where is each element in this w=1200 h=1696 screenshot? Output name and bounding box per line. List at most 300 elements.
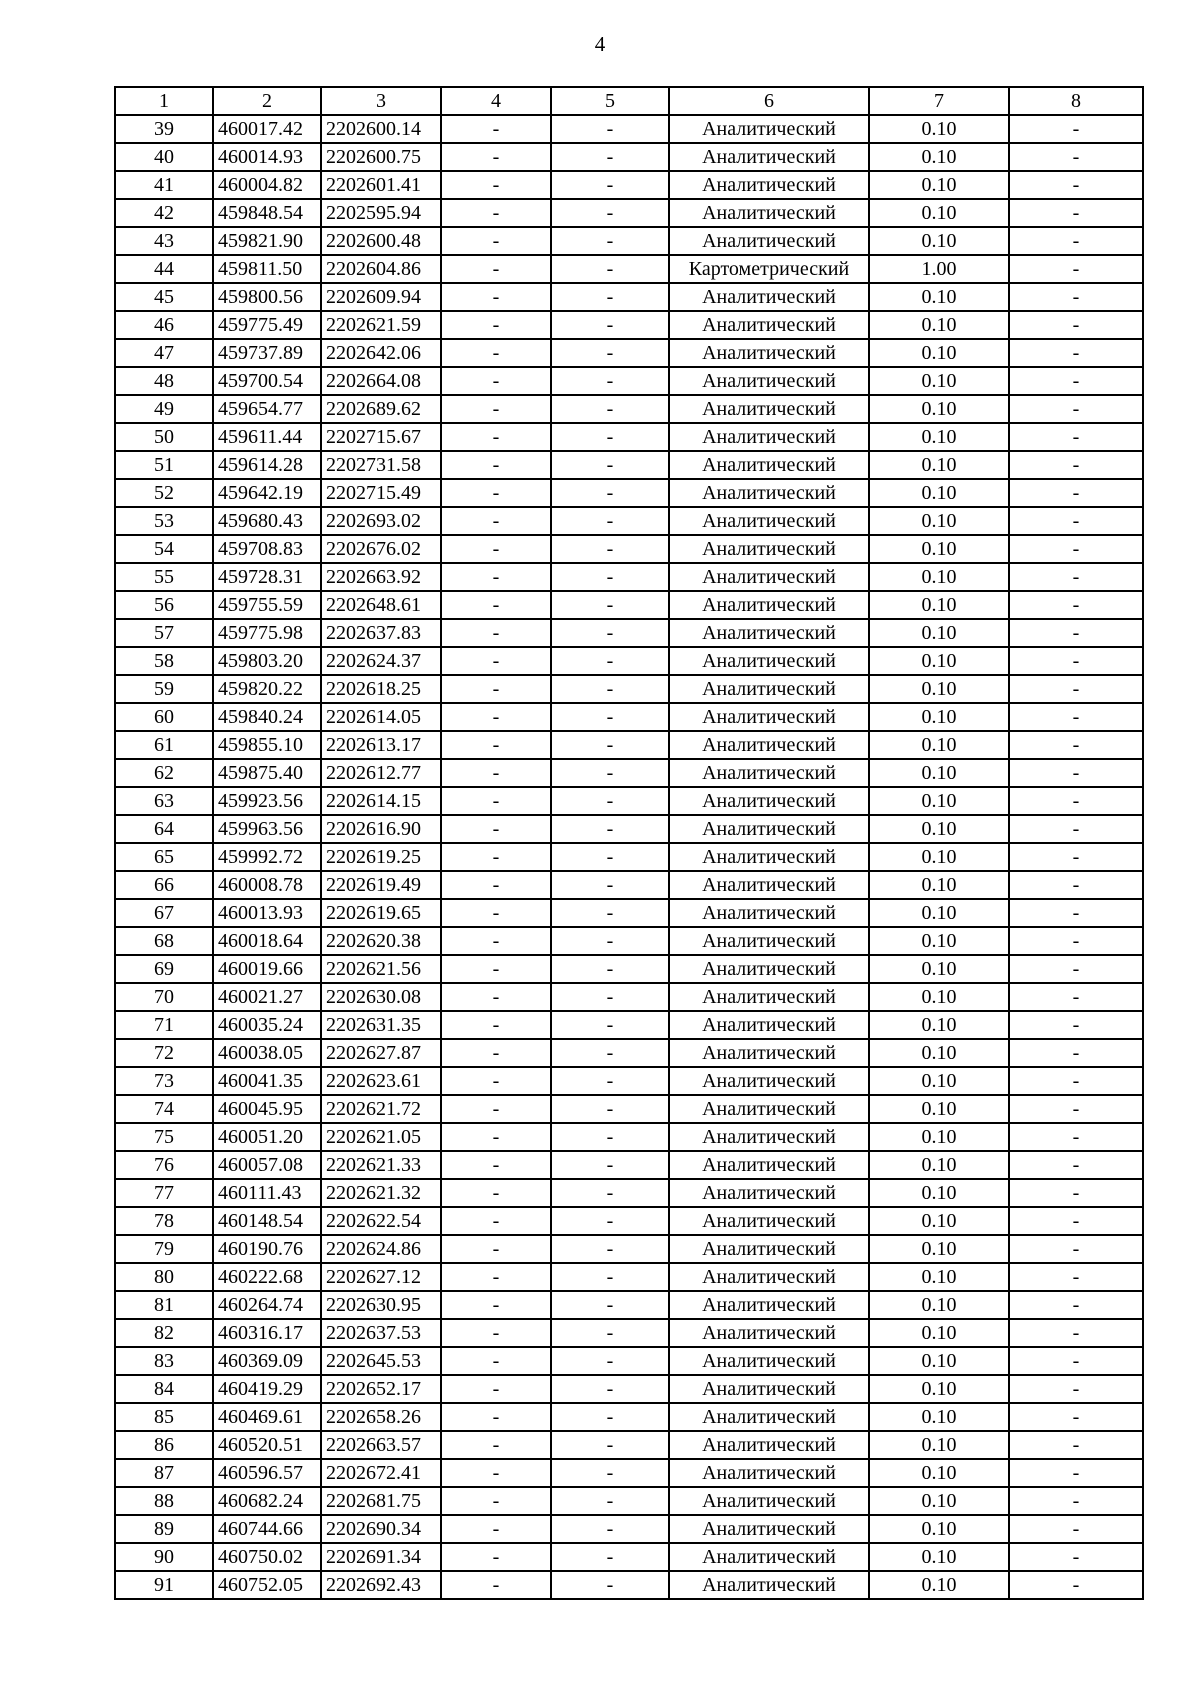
table-row (115, 1179, 1143, 1207)
point-number-cell: 85 (115, 1403, 213, 1431)
x-coordinate-cell: 460051.20 (213, 1123, 321, 1151)
y-coordinate-cell: 2202624.37 (321, 647, 441, 675)
y-coordinate-cell: 2202642.06 (321, 339, 441, 367)
x-coordinate-cell: 459840.24 (213, 703, 321, 731)
x-coordinate-cell: 459614.28 (213, 451, 321, 479)
method-cell: Аналитический (669, 479, 869, 507)
y-coordinate-cell: 2202715.49 (321, 479, 441, 507)
accuracy-cell: 0.10 (869, 1431, 1009, 1459)
table-row (115, 143, 1143, 171)
column-5-cell: - (551, 871, 669, 899)
point-number-cell: 83 (115, 1347, 213, 1375)
column-8-cell: - (1009, 787, 1143, 815)
column-8-cell: - (1009, 1571, 1143, 1599)
column-5-cell: - (551, 1123, 669, 1151)
point-number-cell: 60 (115, 703, 213, 731)
column-4-cell: - (441, 1011, 551, 1039)
method-cell: Аналитический (669, 927, 869, 955)
point-number-cell: 53 (115, 507, 213, 535)
y-coordinate-cell: 2202630.95 (321, 1291, 441, 1319)
column-8-cell: - (1009, 1459, 1143, 1487)
x-coordinate-cell: 460008.78 (213, 871, 321, 899)
table-row (115, 1011, 1143, 1039)
point-number-cell: 69 (115, 955, 213, 983)
column-4-cell: - (441, 899, 551, 927)
column-8-cell: - (1009, 1179, 1143, 1207)
x-coordinate-cell: 460469.61 (213, 1403, 321, 1431)
point-number-cell: 52 (115, 479, 213, 507)
column-5-cell: - (551, 703, 669, 731)
x-coordinate-cell: 459963.56 (213, 815, 321, 843)
table-row (115, 815, 1143, 843)
accuracy-cell: 0.10 (869, 1151, 1009, 1179)
column-5-cell: - (551, 1207, 669, 1235)
table-row (115, 1403, 1143, 1431)
column-4-cell: - (441, 1347, 551, 1375)
y-coordinate-cell: 2202663.57 (321, 1431, 441, 1459)
method-cell: Аналитический (669, 171, 869, 199)
column-5-cell: - (551, 171, 669, 199)
x-coordinate-cell: 459811.50 (213, 255, 321, 283)
column-4-cell: - (441, 1039, 551, 1067)
table-row (115, 843, 1143, 871)
point-number-cell: 51 (115, 451, 213, 479)
point-number-cell: 40 (115, 143, 213, 171)
column-5-cell: - (551, 507, 669, 535)
method-cell: Аналитический (669, 535, 869, 563)
accuracy-cell: 0.10 (869, 199, 1009, 227)
table-row (115, 871, 1143, 899)
column-8-cell: - (1009, 591, 1143, 619)
column-4-cell: - (441, 199, 551, 227)
column-8-cell: - (1009, 1375, 1143, 1403)
column-8-cell: - (1009, 983, 1143, 1011)
point-number-cell: 58 (115, 647, 213, 675)
column-5-cell: - (551, 675, 669, 703)
coordinates-table (114, 86, 1144, 1600)
accuracy-cell: 0.10 (869, 927, 1009, 955)
column-4-cell: - (441, 647, 551, 675)
point-number-cell: 78 (115, 1207, 213, 1235)
column-8-cell: - (1009, 283, 1143, 311)
method-cell: Аналитический (669, 983, 869, 1011)
column-4-cell: - (441, 1403, 551, 1431)
accuracy-cell: 1.00 (869, 255, 1009, 283)
y-coordinate-cell: 2202652.17 (321, 1375, 441, 1403)
table-row (115, 1515, 1143, 1543)
x-coordinate-cell: 460018.64 (213, 927, 321, 955)
accuracy-cell: 0.10 (869, 1263, 1009, 1291)
column-4-cell: - (441, 759, 551, 787)
table-row (115, 675, 1143, 703)
y-coordinate-cell: 2202600.48 (321, 227, 441, 255)
column-8-cell: - (1009, 1263, 1143, 1291)
method-cell: Аналитический (669, 647, 869, 675)
column-8-cell: - (1009, 479, 1143, 507)
x-coordinate-cell: 460222.68 (213, 1263, 321, 1291)
column-4-cell: - (441, 1459, 551, 1487)
point-number-cell: 63 (115, 787, 213, 815)
column-4-cell: - (441, 1375, 551, 1403)
column-5-cell: - (551, 1179, 669, 1207)
method-cell: Аналитический (669, 787, 869, 815)
point-number-cell: 59 (115, 675, 213, 703)
accuracy-cell: 0.10 (869, 1011, 1009, 1039)
column-header: 1 (115, 87, 213, 115)
y-coordinate-cell: 2202681.75 (321, 1487, 441, 1515)
column-4-cell: - (441, 311, 551, 339)
x-coordinate-cell: 459800.56 (213, 283, 321, 311)
point-number-cell: 89 (115, 1515, 213, 1543)
method-cell: Аналитический (669, 143, 869, 171)
column-4-cell: - (441, 507, 551, 535)
y-coordinate-cell: 2202693.02 (321, 507, 441, 535)
x-coordinate-cell: 460041.35 (213, 1067, 321, 1095)
column-4-cell: - (441, 675, 551, 703)
column-8-cell: - (1009, 1095, 1143, 1123)
point-number-cell: 87 (115, 1459, 213, 1487)
column-4-cell: - (441, 563, 551, 591)
method-cell: Аналитический (669, 843, 869, 871)
table-row (115, 1543, 1143, 1571)
method-cell: Аналитический (669, 451, 869, 479)
column-8-cell: - (1009, 955, 1143, 983)
column-8-cell: - (1009, 199, 1143, 227)
y-coordinate-cell: 2202627.12 (321, 1263, 441, 1291)
point-number-cell: 79 (115, 1235, 213, 1263)
accuracy-cell: 0.10 (869, 143, 1009, 171)
column-4-cell: - (441, 115, 551, 143)
table-row (115, 619, 1143, 647)
point-number-cell: 46 (115, 311, 213, 339)
table-row (115, 423, 1143, 451)
accuracy-cell: 0.10 (869, 647, 1009, 675)
column-header: 6 (669, 87, 869, 115)
table-row (115, 1123, 1143, 1151)
point-number-cell: 86 (115, 1431, 213, 1459)
table-row (115, 507, 1143, 535)
method-cell: Аналитический (669, 1347, 869, 1375)
y-coordinate-cell: 2202648.61 (321, 591, 441, 619)
column-5-cell: - (551, 1319, 669, 1347)
accuracy-cell: 0.10 (869, 1347, 1009, 1375)
column-5-cell: - (551, 927, 669, 955)
accuracy-cell: 0.10 (869, 1319, 1009, 1347)
column-8-cell: - (1009, 535, 1143, 563)
column-header: 3 (321, 87, 441, 115)
point-number-cell: 66 (115, 871, 213, 899)
x-coordinate-cell: 460752.05 (213, 1571, 321, 1599)
x-coordinate-cell: 459700.54 (213, 367, 321, 395)
table-row (115, 255, 1143, 283)
x-coordinate-cell: 459654.77 (213, 395, 321, 423)
method-cell: Аналитический (669, 283, 869, 311)
column-5-cell: - (551, 1151, 669, 1179)
column-8-cell: - (1009, 311, 1143, 339)
table-row (115, 115, 1143, 143)
table-body (115, 115, 1143, 1599)
x-coordinate-cell: 459821.90 (213, 227, 321, 255)
x-coordinate-cell: 460744.66 (213, 1515, 321, 1543)
column-8-cell: - (1009, 451, 1143, 479)
point-number-cell: 73 (115, 1067, 213, 1095)
y-coordinate-cell: 2202619.49 (321, 871, 441, 899)
column-5-cell: - (551, 1291, 669, 1319)
column-8-cell: - (1009, 1011, 1143, 1039)
x-coordinate-cell: 459755.59 (213, 591, 321, 619)
table-row (115, 983, 1143, 1011)
method-cell: Аналитический (669, 227, 869, 255)
column-8-cell: - (1009, 423, 1143, 451)
table-row (115, 1459, 1143, 1487)
accuracy-cell: 0.10 (869, 591, 1009, 619)
column-header: 8 (1009, 87, 1143, 115)
accuracy-cell: 0.10 (869, 115, 1009, 143)
column-5-cell: - (551, 479, 669, 507)
column-4-cell: - (441, 1515, 551, 1543)
point-number-cell: 54 (115, 535, 213, 563)
column-8-cell: - (1009, 871, 1143, 899)
point-number-cell: 67 (115, 899, 213, 927)
x-coordinate-cell: 459642.19 (213, 479, 321, 507)
y-coordinate-cell: 2202616.90 (321, 815, 441, 843)
table-row (115, 1431, 1143, 1459)
y-coordinate-cell: 2202621.33 (321, 1151, 441, 1179)
accuracy-cell: 0.10 (869, 1039, 1009, 1067)
point-number-cell: 91 (115, 1571, 213, 1599)
accuracy-cell: 0.10 (869, 703, 1009, 731)
column-4-cell: - (441, 1179, 551, 1207)
x-coordinate-cell: 460596.57 (213, 1459, 321, 1487)
column-8-cell: - (1009, 367, 1143, 395)
accuracy-cell: 0.10 (869, 171, 1009, 199)
method-cell: Аналитический (669, 1123, 869, 1151)
method-cell: Аналитический (669, 871, 869, 899)
column-4-cell: - (441, 1487, 551, 1515)
accuracy-cell: 0.10 (869, 899, 1009, 927)
accuracy-cell: 0.10 (869, 1375, 1009, 1403)
table-row (115, 703, 1143, 731)
y-coordinate-cell: 2202609.94 (321, 283, 441, 311)
y-coordinate-cell: 2202614.05 (321, 703, 441, 731)
column-8-cell: - (1009, 703, 1143, 731)
point-number-cell: 42 (115, 199, 213, 227)
method-cell: Аналитический (669, 507, 869, 535)
accuracy-cell: 0.10 (869, 1067, 1009, 1095)
accuracy-cell: 0.10 (869, 1095, 1009, 1123)
column-4-cell: - (441, 703, 551, 731)
accuracy-cell: 0.10 (869, 1403, 1009, 1431)
column-8-cell: - (1009, 1347, 1143, 1375)
point-number-cell: 48 (115, 367, 213, 395)
accuracy-cell: 0.10 (869, 1571, 1009, 1599)
table-row (115, 1263, 1143, 1291)
column-4-cell: - (441, 927, 551, 955)
accuracy-cell: 0.10 (869, 983, 1009, 1011)
method-cell: Аналитический (669, 1571, 869, 1599)
table-row (115, 479, 1143, 507)
x-coordinate-cell: 460021.27 (213, 983, 321, 1011)
method-cell: Аналитический (669, 1095, 869, 1123)
column-8-cell: - (1009, 731, 1143, 759)
method-cell: Аналитический (669, 339, 869, 367)
column-5-cell: - (551, 1067, 669, 1095)
column-5-cell: - (551, 227, 669, 255)
accuracy-cell: 0.10 (869, 283, 1009, 311)
table-row (115, 1571, 1143, 1599)
point-number-cell: 72 (115, 1039, 213, 1067)
column-5-cell: - (551, 815, 669, 843)
method-cell: Аналитический (669, 1487, 869, 1515)
point-number-cell: 75 (115, 1123, 213, 1151)
x-coordinate-cell: 460019.66 (213, 955, 321, 983)
column-8-cell: - (1009, 815, 1143, 843)
point-number-cell: 44 (115, 255, 213, 283)
column-4-cell: - (441, 1571, 551, 1599)
column-5-cell: - (551, 1459, 669, 1487)
y-coordinate-cell: 2202601.41 (321, 171, 441, 199)
y-coordinate-cell: 2202731.58 (321, 451, 441, 479)
accuracy-cell: 0.10 (869, 423, 1009, 451)
column-4-cell: - (441, 367, 551, 395)
x-coordinate-cell: 459875.40 (213, 759, 321, 787)
column-5-cell: - (551, 1375, 669, 1403)
table-row (115, 759, 1143, 787)
column-4-cell: - (441, 535, 551, 563)
x-coordinate-cell: 459728.31 (213, 563, 321, 591)
y-coordinate-cell: 2202619.25 (321, 843, 441, 871)
point-number-cell: 77 (115, 1179, 213, 1207)
accuracy-cell: 0.10 (869, 451, 1009, 479)
column-4-cell: - (441, 1291, 551, 1319)
accuracy-cell: 0.10 (869, 1235, 1009, 1263)
point-number-cell: 61 (115, 731, 213, 759)
x-coordinate-cell: 460316.17 (213, 1319, 321, 1347)
method-cell: Аналитический (669, 1515, 869, 1543)
column-4-cell: - (441, 983, 551, 1011)
column-5-cell: - (551, 255, 669, 283)
column-4-cell: - (441, 871, 551, 899)
column-8-cell: - (1009, 1319, 1143, 1347)
column-8-cell: - (1009, 507, 1143, 535)
point-number-cell: 84 (115, 1375, 213, 1403)
point-number-cell: 80 (115, 1263, 213, 1291)
accuracy-cell: 0.10 (869, 759, 1009, 787)
method-cell: Аналитический (669, 423, 869, 451)
method-cell: Аналитический (669, 1151, 869, 1179)
column-8-cell: - (1009, 647, 1143, 675)
table-row (115, 1375, 1143, 1403)
table-row (115, 731, 1143, 759)
point-number-cell: 57 (115, 619, 213, 647)
column-4-cell: - (441, 1123, 551, 1151)
column-5-cell: - (551, 1515, 669, 1543)
point-number-cell: 82 (115, 1319, 213, 1347)
column-8-cell: - (1009, 675, 1143, 703)
accuracy-cell: 0.10 (869, 675, 1009, 703)
table-row (115, 451, 1143, 479)
y-coordinate-cell: 2202624.86 (321, 1235, 441, 1263)
column-8-cell: - (1009, 927, 1143, 955)
column-4-cell: - (441, 591, 551, 619)
column-8-cell: - (1009, 1039, 1143, 1067)
column-4-cell: - (441, 1263, 551, 1291)
column-5-cell: - (551, 843, 669, 871)
point-number-cell: 55 (115, 563, 213, 591)
y-coordinate-cell: 2202637.83 (321, 619, 441, 647)
column-4-cell: - (441, 731, 551, 759)
y-coordinate-cell: 2202690.34 (321, 1515, 441, 1543)
method-cell: Аналитический (669, 311, 869, 339)
column-5-cell: - (551, 563, 669, 591)
point-number-cell: 70 (115, 983, 213, 1011)
table-row (115, 1347, 1143, 1375)
method-cell: Аналитический (669, 199, 869, 227)
x-coordinate-cell: 460017.42 (213, 115, 321, 143)
column-5-cell: - (551, 339, 669, 367)
x-coordinate-cell: 460419.29 (213, 1375, 321, 1403)
y-coordinate-cell: 2202664.08 (321, 367, 441, 395)
column-8-cell: - (1009, 759, 1143, 787)
method-cell: Аналитический (669, 395, 869, 423)
column-header: 5 (551, 87, 669, 115)
column-4-cell: - (441, 227, 551, 255)
method-cell: Аналитический (669, 1543, 869, 1571)
column-header: 4 (441, 87, 551, 115)
column-5-cell: - (551, 535, 669, 563)
accuracy-cell: 0.10 (869, 1123, 1009, 1151)
accuracy-cell: 0.10 (869, 535, 1009, 563)
method-cell: Аналитический (669, 115, 869, 143)
y-coordinate-cell: 2202621.05 (321, 1123, 441, 1151)
column-4-cell: - (441, 283, 551, 311)
table-row (115, 367, 1143, 395)
column-5-cell: - (551, 647, 669, 675)
column-8-cell: - (1009, 1123, 1143, 1151)
column-8-cell: - (1009, 115, 1143, 143)
column-8-cell: - (1009, 1515, 1143, 1543)
column-4-cell: - (441, 1431, 551, 1459)
column-8-cell: - (1009, 843, 1143, 871)
table-row (115, 1291, 1143, 1319)
column-4-cell: - (441, 1095, 551, 1123)
column-5-cell: - (551, 1039, 669, 1067)
point-number-cell: 43 (115, 227, 213, 255)
method-cell: Аналитический (669, 1431, 869, 1459)
column-4-cell: - (441, 171, 551, 199)
column-5-cell: - (551, 1347, 669, 1375)
accuracy-cell: 0.10 (869, 955, 1009, 983)
method-cell: Аналитический (669, 1067, 869, 1095)
method-cell: Аналитический (669, 675, 869, 703)
column-5-cell: - (551, 591, 669, 619)
method-cell: Аналитический (669, 1207, 869, 1235)
x-coordinate-cell: 460750.02 (213, 1543, 321, 1571)
accuracy-cell: 0.10 (869, 563, 1009, 591)
x-coordinate-cell: 460520.51 (213, 1431, 321, 1459)
accuracy-cell: 0.10 (869, 619, 1009, 647)
column-5-cell: - (551, 395, 669, 423)
method-cell: Аналитический (669, 815, 869, 843)
table-row (115, 899, 1143, 927)
column-header: 2 (213, 87, 321, 115)
column-5-cell: - (551, 115, 669, 143)
method-cell: Аналитический (669, 759, 869, 787)
method-cell: Аналитический (669, 1375, 869, 1403)
x-coordinate-cell: 460111.43 (213, 1179, 321, 1207)
x-coordinate-cell: 460190.76 (213, 1235, 321, 1263)
y-coordinate-cell: 2202604.86 (321, 255, 441, 283)
